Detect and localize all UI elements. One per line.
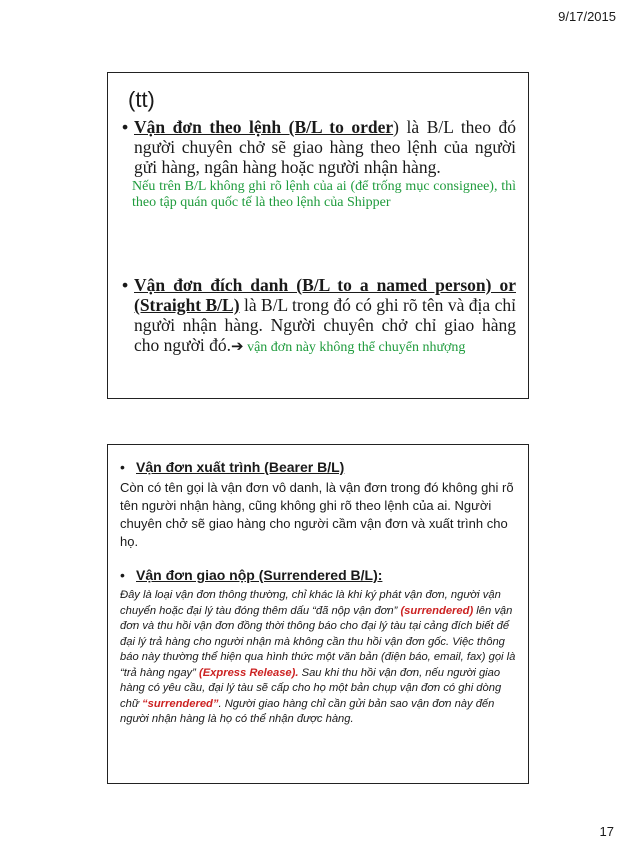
bl-to-order-definition: ) là B/L theo đó người chuyên chở sẽ giao hàng theo lệnh của người gửi hàng, ngân hàng hoặc người nhận hàng. xyxy=(134,117,516,177)
surrendered-text-2: lên vận đơn và thu hồi vận đơn đồng thời thông báo cho đại lý tàu tại cảng đích biết để đại lý trả hàng cho người nhận mà không cần thu hồi vận đơn gốc. Việc thông báo này thường thể hiện qua hình thức một văn bản (điện báo, email, fax) gọi là “trả hàng ngay” xyxy=(120,604,516,679)
surrendered-highlight-2: (Express Release). xyxy=(198,666,299,679)
surrendered-bl-description xyxy=(120,588,516,728)
bullet-dot: • xyxy=(122,117,129,137)
surrendered-text-4: . Người giao hàng chỉ cần gửi bản sao vận đơn này đến người nhận hàng là họ có thể nhận được hàng. xyxy=(120,697,495,725)
surrendered-highlight-1: (surrendered) xyxy=(400,604,474,617)
surrendered-text-3: Sau khi thu hồi vận đơn, nếu người giao hàng có yêu cầu, đại lý tàu sẽ cấp cho họ một bản chụp vận đơn có ghi dòng chữ xyxy=(120,666,502,710)
surrendered-bl-heading xyxy=(120,567,382,583)
slide-thumbnail-2 xyxy=(107,444,529,784)
header-date: 9/17/2015 xyxy=(558,9,616,24)
slide-thumbnail-1 xyxy=(107,72,529,399)
bearer-bl-description: Còn có tên gọi là vận đơn vô danh, là vận đơn trong đó không ghi rõ tên người nhận hàng, cũng không ghi rõ theo lệnh của ai. Người chuyên chở sẽ giao hàng cho người cầm vận đơn và xuất trình cho họ. xyxy=(120,480,514,549)
bearer-bl-title: Vận đơn xuất trình (Bearer B/L) xyxy=(136,459,345,475)
straight-bl-definition: là B/L trong đó có ghi rõ tên và địa chỉ người nhận hàng. Người chuyên chở chỉ giao hàng cho người đó. xyxy=(134,295,516,355)
bullet-straight-bl xyxy=(122,275,516,358)
bl-to-order-term: Vận đơn theo lệnh (B/L to order xyxy=(134,117,394,137)
straight-bl-note: vận đơn này không thể chuyển nhượng xyxy=(243,340,466,355)
surrendered-text-1: Đây là loại vận đơn thông thường, chỉ khác là khi ký phát vận đơn, người vận chuyển hoặc đại lý tàu đóng thêm dấu “đã nộp vận đơn” xyxy=(120,589,501,617)
bl-to-order-note: Nếu trên B/L không ghi rõ lệnh của ai (để trống mục consignee), thì theo tập quán quốc tế là theo lệnh của Shipper xyxy=(132,179,516,210)
bearer-bl-heading xyxy=(120,459,344,475)
page-number: 17 xyxy=(599,824,614,839)
bullet-dot: • xyxy=(122,275,129,295)
straight-bl-term: Vận đơn đích danh (B/L to a named person) or (Straight B/L) xyxy=(134,275,516,315)
arrow-right-icon: ➔ xyxy=(231,337,244,355)
surrendered-highlight-3: “surrendered” xyxy=(142,697,219,710)
slide-subtitle: (tt) xyxy=(128,87,155,112)
bullet-dot: • xyxy=(120,567,125,583)
bullet-bl-to-order xyxy=(122,117,516,211)
surrendered-bl-title: Vận đơn giao nộp (Surrendered B/L): xyxy=(136,567,383,583)
bullet-dot: • xyxy=(120,459,125,475)
